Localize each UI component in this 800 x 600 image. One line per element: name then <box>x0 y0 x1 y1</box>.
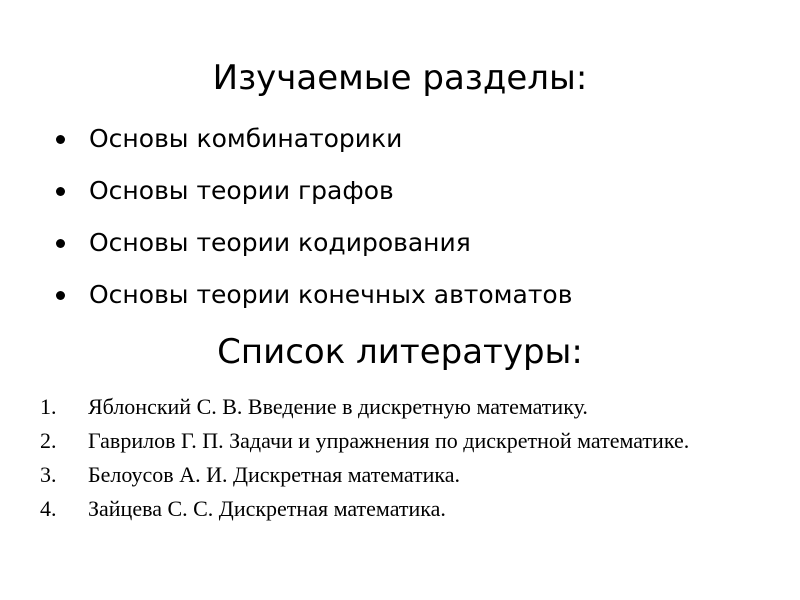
literature-list <box>40 390 792 526</box>
literature-item <box>40 492 792 526</box>
literature-title: Список литературы: <box>217 332 583 372</box>
literature-item-text: Белоусов А. И. Дискретная математика. <box>88 462 461 487</box>
literature-item-text: Гаврилов Г. П. Задачи и упражнения по дискретной математике. <box>88 428 690 453</box>
list-item <box>52 222 572 274</box>
literature-item <box>40 424 792 458</box>
literature-item-text: Яблонский С. В. Введение в дискретную математику. <box>88 394 588 419</box>
bullet-icon <box>56 135 65 144</box>
list-item <box>52 274 572 326</box>
list-item <box>52 118 572 170</box>
bullet-icon <box>56 187 65 196</box>
list-item-label: Основы комбинаторики <box>89 124 403 153</box>
literature-item <box>40 458 792 492</box>
literature-item <box>40 390 792 424</box>
literature-item-text: Зайцева С. С. Дискретная математика. <box>88 496 446 521</box>
list-item-label: Основы теории конечных автоматов <box>89 280 573 309</box>
literature-item-number: 2. <box>40 428 57 453</box>
list-item <box>52 170 572 222</box>
bullet-icon <box>56 291 65 300</box>
literature-item-number: 3. <box>40 462 57 487</box>
list-item-label: Основы теории графов <box>89 176 394 205</box>
literature-item-number: 4. <box>40 496 57 521</box>
literature-item-number: 1. <box>40 394 57 419</box>
sections-title: Изучаемые разделы: <box>212 58 588 98</box>
bullet-icon <box>56 239 65 248</box>
sections-list <box>52 118 572 326</box>
list-item-label: Основы теории кодирования <box>89 228 471 257</box>
